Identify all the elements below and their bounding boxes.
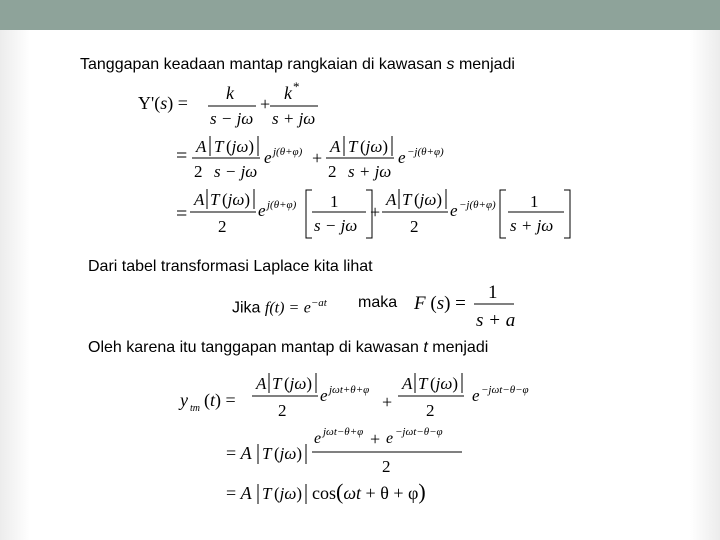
svg-text:(jω): (jω)	[284, 374, 313, 393]
svg-text:A: A	[256, 374, 267, 393]
equation-ys	[130, 78, 590, 248]
exp-power: −at	[310, 297, 327, 309]
svg-text:e: e	[264, 148, 272, 167]
svg-text:k: k	[226, 83, 234, 103]
svg-text:e: e	[386, 430, 394, 447]
svg-text:A: A	[194, 190, 205, 209]
svg-text:T: T	[214, 137, 224, 156]
svg-text:j(θ+φ): j(θ+φ)	[267, 199, 297, 211]
svg-text:y: y	[180, 390, 188, 410]
svg-text:s + jω: s + jω	[272, 109, 316, 128]
jika-line	[232, 293, 327, 318]
svg-text:2: 2	[328, 162, 337, 181]
svg-text:= A: = A	[226, 443, 252, 463]
svg-text:2: 2	[382, 457, 391, 476]
table-text: Dari tabel transformasi Laplace kita lihat	[88, 258, 373, 275]
svg-text:cos(ωt + θ + φ): cos(ωt + θ + φ)	[312, 479, 426, 504]
svg-text:(jω): (jω)	[274, 484, 303, 503]
svg-text:jωt−θ+φ: jωt−θ+φ	[323, 426, 364, 438]
intro-end: menjadi	[458, 56, 515, 73]
svg-text:s − jω: s − jω	[314, 216, 358, 235]
svg-text:e: e	[258, 201, 266, 220]
intro-line	[80, 55, 515, 75]
svg-text:A: A	[330, 137, 341, 156]
ft-expr: f(t) =	[264, 299, 300, 317]
svg-text:k: k	[284, 83, 292, 103]
intro-var: s	[446, 56, 455, 73]
svg-text:e: e	[450, 201, 458, 220]
svg-text:(t) =: (t) =	[204, 390, 236, 410]
svg-text:F (s) =: F (s) =	[414, 293, 466, 314]
svg-text:(jω): (jω)	[360, 137, 389, 156]
equation-fs	[410, 278, 530, 338]
svg-text:s − jω: s − jω	[214, 162, 258, 181]
svg-text:(jω): (jω)	[414, 190, 443, 209]
svg-text:2: 2	[194, 162, 203, 181]
svg-text:= A: = A	[226, 483, 252, 503]
header-bar	[0, 0, 720, 30]
svg-text:+: +	[312, 148, 323, 168]
svg-text:=: =	[176, 145, 188, 167]
svg-text:A: A	[402, 374, 413, 393]
svg-text:Y'(s) =: Y'(s) =	[138, 93, 188, 113]
svg-text:T: T	[402, 190, 412, 209]
svg-text:T: T	[418, 374, 428, 393]
svg-text:1: 1	[530, 192, 539, 211]
therefore-var: t	[423, 339, 428, 356]
svg-text:T: T	[272, 374, 282, 393]
svg-text:2: 2	[426, 401, 435, 420]
svg-text:−jωt−θ−φ: −jωt−θ−φ	[395, 426, 443, 438]
svg-text:(jω): (jω)	[430, 374, 459, 393]
svg-text:(jω): (jω)	[274, 444, 303, 463]
svg-text:A: A	[196, 137, 207, 156]
svg-text:e: e	[398, 148, 406, 167]
svg-text:1: 1	[330, 192, 339, 211]
svg-text:−jωt−θ−φ: −jωt−θ−φ	[481, 384, 529, 396]
svg-text:+: +	[260, 94, 271, 114]
svg-text:s + jω: s + jω	[510, 216, 554, 235]
svg-text:s − jω: s − jω	[210, 109, 254, 128]
svg-text:(jω): (jω)	[222, 190, 251, 209]
svg-text:T: T	[262, 484, 272, 503]
svg-text:2: 2	[278, 401, 287, 420]
svg-text:s + jω: s + jω	[348, 162, 392, 181]
svg-text:A: A	[386, 190, 397, 209]
svg-text:2: 2	[410, 217, 419, 236]
maka-word: maka	[358, 294, 398, 311]
svg-text:+: +	[382, 392, 393, 412]
svg-text:+: +	[370, 429, 381, 449]
therefore-end: menjadi	[432, 339, 489, 356]
svg-text:e: e	[314, 430, 322, 447]
svg-text:2: 2	[218, 217, 227, 236]
svg-text:*: *	[293, 79, 300, 94]
svg-text:T: T	[262, 444, 272, 463]
svg-text:=: =	[176, 203, 188, 225]
svg-text:s + a: s + a	[476, 310, 516, 331]
svg-text:−j(θ+φ): −j(θ+φ)	[407, 146, 444, 158]
exp-base: e	[303, 299, 311, 317]
svg-text:jωt+θ+φ: jωt+θ+φ	[329, 384, 370, 396]
svg-text:T: T	[210, 190, 220, 209]
svg-text:+: +	[370, 202, 381, 222]
svg-text:1: 1	[488, 282, 498, 303]
svg-text:tm: tm	[190, 403, 200, 414]
if-word: Jika	[232, 299, 261, 317]
therefore-text: Oleh karena itu tanggapan mantap di kawasan	[88, 339, 419, 356]
svg-text:T: T	[348, 137, 358, 156]
svg-text:−j(θ+φ): −j(θ+φ)	[459, 199, 496, 211]
svg-text:(jω): (jω)	[226, 137, 255, 156]
intro-text: Tanggapan keadaan mantap rangkaian di kawasan	[80, 56, 443, 73]
svg-text:e: e	[472, 386, 480, 405]
therefore-line	[88, 338, 488, 358]
svg-text:e: e	[320, 386, 328, 405]
svg-text:j(θ+φ): j(θ+φ)	[273, 146, 303, 158]
equation-ytm	[176, 368, 556, 518]
